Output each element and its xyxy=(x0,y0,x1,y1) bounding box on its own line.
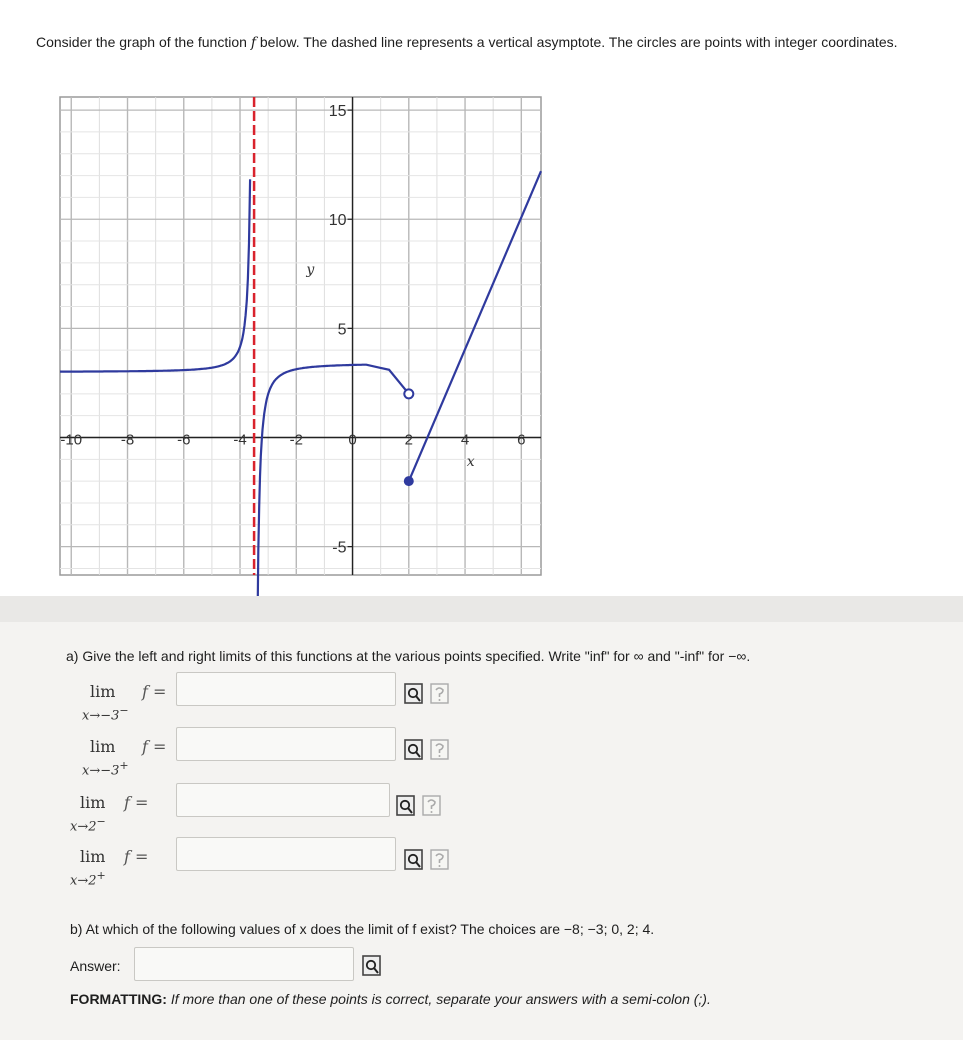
x-tick-label: -10 xyxy=(60,431,83,449)
y-tick-label: 10 xyxy=(328,212,347,230)
x-tick-label: 4 xyxy=(460,431,470,449)
part-a-prompt: a) Give the left and right limits of this functions at the various points specified. Write "inf" for ∞ and "-inf" for −∞. xyxy=(66,648,751,664)
lim-expr: f = xyxy=(124,793,149,812)
lim-word: lim xyxy=(90,737,116,756)
limit-input-3[interactable] xyxy=(176,783,390,817)
x-axis-label: x xyxy=(466,453,475,470)
lim-word: lim xyxy=(80,847,106,866)
formatting-label: FORMATTING: xyxy=(70,991,167,1007)
lim-approach-text: x→−3 xyxy=(82,763,120,779)
x-tick-label: -8 xyxy=(120,431,135,449)
y-tick-label: 15 xyxy=(328,103,347,121)
limit-input-1[interactable] xyxy=(176,672,396,706)
lim-side: − xyxy=(96,815,106,828)
answer-input[interactable] xyxy=(134,947,354,981)
preview-icon[interactable] xyxy=(404,683,424,705)
lim-approach-text: x→2 xyxy=(70,873,97,889)
intro-text-2: below. The dashed line represents a vertical asymptote. The circles are points with integer coordinates. xyxy=(256,34,898,50)
preview-icon[interactable] xyxy=(362,955,382,977)
closed-circle-point xyxy=(404,477,413,486)
preview-icon[interactable] xyxy=(404,739,424,761)
help-icon[interactable] xyxy=(430,739,450,761)
panel-gap xyxy=(0,596,963,622)
lim-word: lim xyxy=(80,793,106,812)
x-tick-label: -6 xyxy=(177,431,191,449)
x-tick-label: 6 xyxy=(517,431,526,449)
help-icon[interactable] xyxy=(422,795,442,817)
y-tick-label: 5 xyxy=(337,321,347,339)
lim-approach xyxy=(70,869,106,888)
preview-icon[interactable] xyxy=(404,849,424,871)
preview-icon[interactable] xyxy=(396,795,416,817)
lim-side: + xyxy=(96,869,106,882)
x-tick-label: -2 xyxy=(289,431,303,449)
limit-input-2[interactable] xyxy=(176,727,396,761)
answer-label: Answer: xyxy=(70,958,121,974)
intro-func: f xyxy=(250,35,256,51)
lim-approach xyxy=(82,704,129,723)
formatting-note xyxy=(70,991,711,1007)
x-tick-label: 2 xyxy=(404,431,413,449)
lim-approach-text: x→−3 xyxy=(82,708,120,724)
graph-grid xyxy=(60,97,541,575)
help-icon[interactable] xyxy=(430,849,450,871)
lim-side: + xyxy=(119,759,129,772)
lim-expr: f = xyxy=(124,847,149,866)
limit-input-4[interactable] xyxy=(176,837,396,871)
open-circle-point xyxy=(404,389,413,398)
x-tick-label: -4 xyxy=(233,431,247,449)
y-tick-label: -5 xyxy=(332,539,347,557)
formatting-text: If more than one of these points is correct, separate your answers with a semi-colon (;). xyxy=(166,991,711,1007)
help-icon[interactable] xyxy=(430,683,450,705)
lim-approach xyxy=(70,815,106,834)
lim-expr: f = xyxy=(142,682,167,701)
lim-expr: f = xyxy=(142,737,167,756)
lim-approach xyxy=(82,759,129,778)
x-tick-label: 0 xyxy=(348,431,357,449)
lim-side: − xyxy=(119,704,129,717)
intro-text-1: Consider the graph of the function xyxy=(36,34,251,50)
lim-approach-text: x→2 xyxy=(70,819,97,835)
y-axis-label: y xyxy=(306,261,315,278)
lim-word: lim xyxy=(90,682,116,701)
part-b-prompt: b) At which of the following values of x does the limit of f exist? The choices are −8; −3; 0, 2; 4. xyxy=(70,921,655,937)
